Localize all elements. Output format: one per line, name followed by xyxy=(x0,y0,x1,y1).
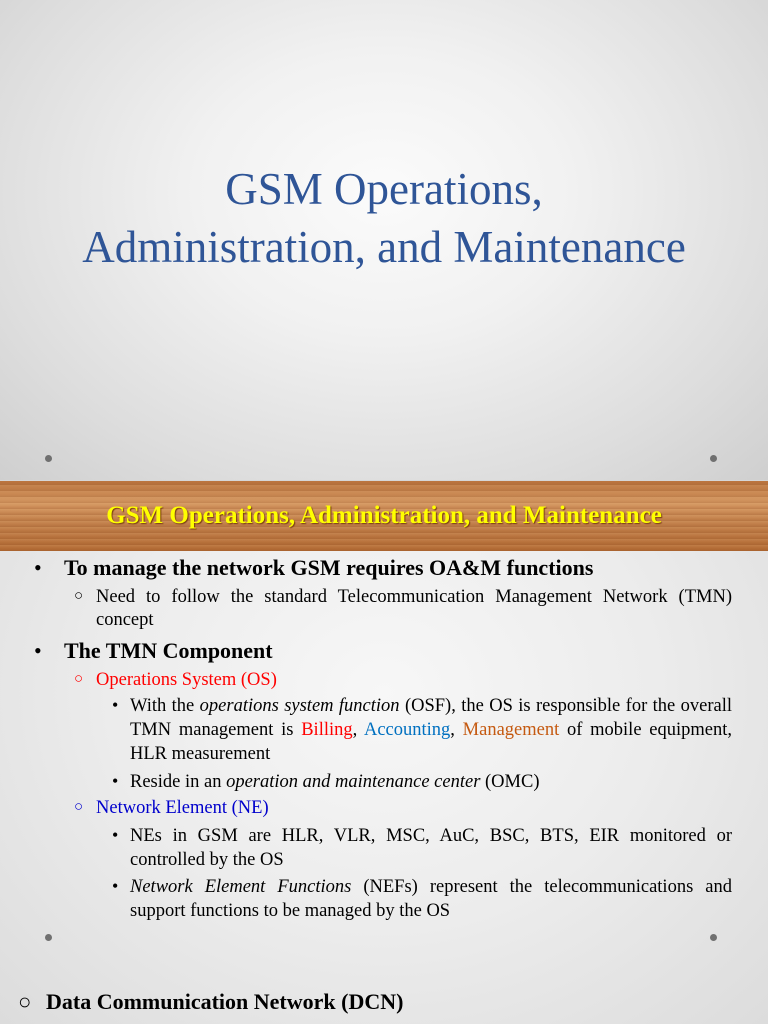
slide-corner-dot xyxy=(710,455,717,462)
title-line-2: Administration, and Maintenance xyxy=(82,222,686,272)
bullet-dot: • xyxy=(112,876,119,896)
accounting-text: Accounting xyxy=(363,720,451,740)
slide-corner-dot xyxy=(45,455,52,462)
bullet-dot: • xyxy=(112,771,119,791)
title-line-1: GSM Operations, xyxy=(225,164,543,214)
bullet-ne-label: Network Element (NE) xyxy=(96,798,269,818)
dcn-heading: Data Communication Network (DCN) xyxy=(46,989,404,1014)
slide-corner-dot xyxy=(45,934,52,941)
bullet-ne-list: NEs in GSM are HLR, VLR, MSC, AuC, BSC, BTS, EIR monitored or controlled by the OS xyxy=(130,826,732,870)
bullet-omc: Reside in an operation and maintenance center (OMC) xyxy=(130,772,540,792)
bullet-dot: • xyxy=(34,638,42,663)
bullet-tmn-concept: Need to follow the standard Telecommunication Management Network (TMN) concept xyxy=(96,587,732,630)
slide-corner-dot xyxy=(710,934,717,941)
billing-text: Billing xyxy=(301,720,353,740)
bullet-tmn-component: The TMN Component xyxy=(64,638,273,663)
bullet-circle: ○ xyxy=(18,989,32,1014)
bullet-dot: • xyxy=(34,555,42,580)
banner-title: GSM Operations, Administration, and Maintenance xyxy=(106,502,662,529)
bullet-nef: Network Element Functions (NEFs) represent the telecommunications and support functions to be managed by the OS xyxy=(130,877,733,921)
bullet-dot: • xyxy=(112,695,119,715)
slide-title-heading xyxy=(0,160,768,276)
slide-title xyxy=(0,0,768,480)
management-text: Management xyxy=(462,720,560,740)
bullet-dot: • xyxy=(112,825,119,845)
bullet-os-label: Operations System (OS) xyxy=(96,670,277,690)
slide-banner xyxy=(0,481,768,551)
bullet-circle: ○ xyxy=(74,588,84,604)
bullet-os-responsibility: With the operations system function (OSF), the OS is responsible for the overall TMN management is Billing, Accounting, Management of mobile equipment, HLR measurement xyxy=(130,696,733,764)
bullet-circle: ○ xyxy=(74,671,84,687)
bullet-oam-functions: To manage the network GSM requires OA&M functions xyxy=(64,555,594,580)
bullet-circle: ○ xyxy=(74,799,84,815)
